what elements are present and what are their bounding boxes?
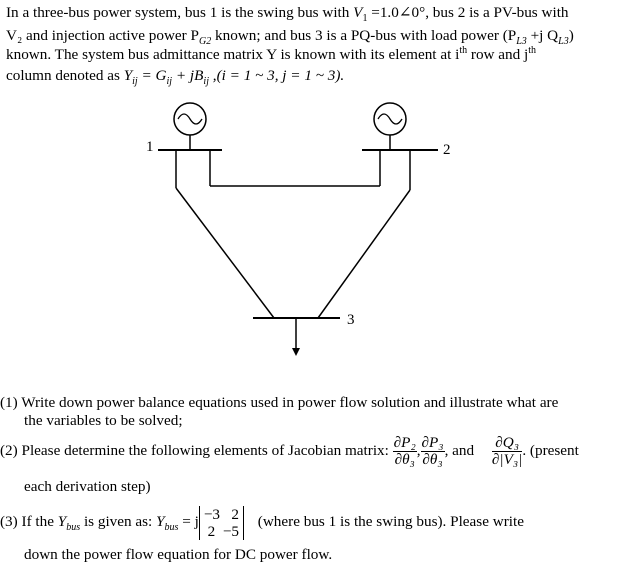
frac-den: ∂|V₃|	[491, 451, 523, 469]
bus-1-label: 1	[146, 139, 154, 155]
v1-subscript: 1	[362, 13, 368, 25]
q2-present: . (present	[522, 442, 579, 459]
question-1-line-2: the variables to be solved;	[24, 412, 183, 429]
frac-num: ∂Q₃	[492, 435, 522, 452]
frac-den: ∂θ₃	[422, 451, 443, 469]
ql3-subscript: L3	[558, 36, 569, 48]
gij-subscript: ij	[166, 76, 173, 88]
intro-text: , bus 2 is a PV-bus with	[425, 4, 569, 21]
q2-text: (2) Please determine the following elements of Jacobian matrix:	[0, 442, 389, 459]
intro-text: )	[568, 27, 574, 44]
question-2-line-1: (2) Please determine the following elements of Jacobian matrix: $\frac{\text{∂P₂}}{\text{∂θ₃}}$ , $\frac{\text{∂P₃}}{\text{∂θ₃}}$ , and $\frac{\text{∂Q₃}}{\text{∂|V₃|}}$ . (present	[0, 434, 579, 469]
matrix-row-2	[208, 523, 239, 540]
intro-text: known. The system bus admittance matrix Y is known with its element at i	[6, 46, 460, 63]
question-1-line-1: (1) Write down power balance equations used in power flow solution and illustrate what are	[0, 394, 559, 411]
superscript-th: th	[528, 44, 537, 56]
line-23-diagonal	[318, 190, 410, 318]
ybus-matrix	[199, 506, 244, 540]
ybus-symbol: Y	[57, 513, 67, 530]
frac-den: ∂θ₃	[394, 451, 415, 469]
matrix-row-1	[204, 506, 239, 523]
intro-text: V₂ and injection active power P	[6, 27, 199, 44]
q3-given: is given as:	[80, 513, 157, 530]
matrix-cell: −3	[203, 505, 220, 523]
matrix-cell: 2	[207, 522, 216, 540]
gij-term: = G	[137, 67, 167, 84]
intro-text: row and j	[467, 46, 529, 63]
frac-num: ∂P₂	[393, 434, 416, 452]
v1-symbol: V	[353, 4, 363, 21]
ybus-symbol: Y	[156, 513, 165, 530]
ybus-subscript: bus	[66, 522, 81, 534]
question-2-line-2: each derivation step)	[24, 478, 151, 495]
question-3-line-2: down the power flow equation for DC power flow.	[24, 546, 333, 563]
frac-num: ∂P₃	[421, 434, 444, 452]
matrix-cell: 2	[231, 505, 239, 523]
question-3-line-1	[0, 504, 524, 540]
q3-eq-j: = j	[178, 513, 199, 530]
yij-subscript: ij	[132, 76, 138, 88]
intro-text: known; and bus 3 is a PQ-bus with load power (P	[211, 27, 517, 44]
q2-and: , and	[444, 442, 475, 459]
q3-where: (where bus 1 is the swing bus). Please write	[257, 513, 524, 530]
jacobian-dp2-dtheta3	[393, 435, 417, 468]
generator-1-sine	[178, 114, 202, 124]
ybus-subscript: bus	[164, 522, 179, 534]
q3-text: (3) If the	[0, 513, 58, 530]
intro-text: column denoted as	[6, 67, 124, 84]
generator-2-sine	[378, 114, 402, 124]
yij-symbol: Y	[123, 67, 133, 84]
superscript-th: th	[459, 44, 468, 56]
v1-value: =1.0∠0°	[367, 4, 426, 21]
index-range: ,(i = 1 ~ 3, j = 1 ~ 3).	[208, 67, 345, 84]
jacobian-dq3-dv3	[492, 435, 522, 468]
pl3-subscript: L3	[516, 36, 527, 48]
pg2-subscript: G2	[198, 36, 212, 48]
line-13-diagonal	[176, 188, 274, 318]
load-arrow-icon	[292, 348, 300, 356]
intro-text: +j Q	[526, 27, 559, 44]
intro-text: In a three-bus power system, bus 1 is the swing bus with	[6, 4, 354, 21]
matrix-cell: −5	[222, 522, 239, 540]
jacobian-dp3-dtheta3	[421, 435, 445, 468]
bij-term: + jB	[172, 67, 204, 84]
bij-subscript: ij	[203, 76, 209, 88]
bus-2-label: 2	[443, 142, 451, 158]
bus-3-label: 3	[347, 312, 355, 328]
